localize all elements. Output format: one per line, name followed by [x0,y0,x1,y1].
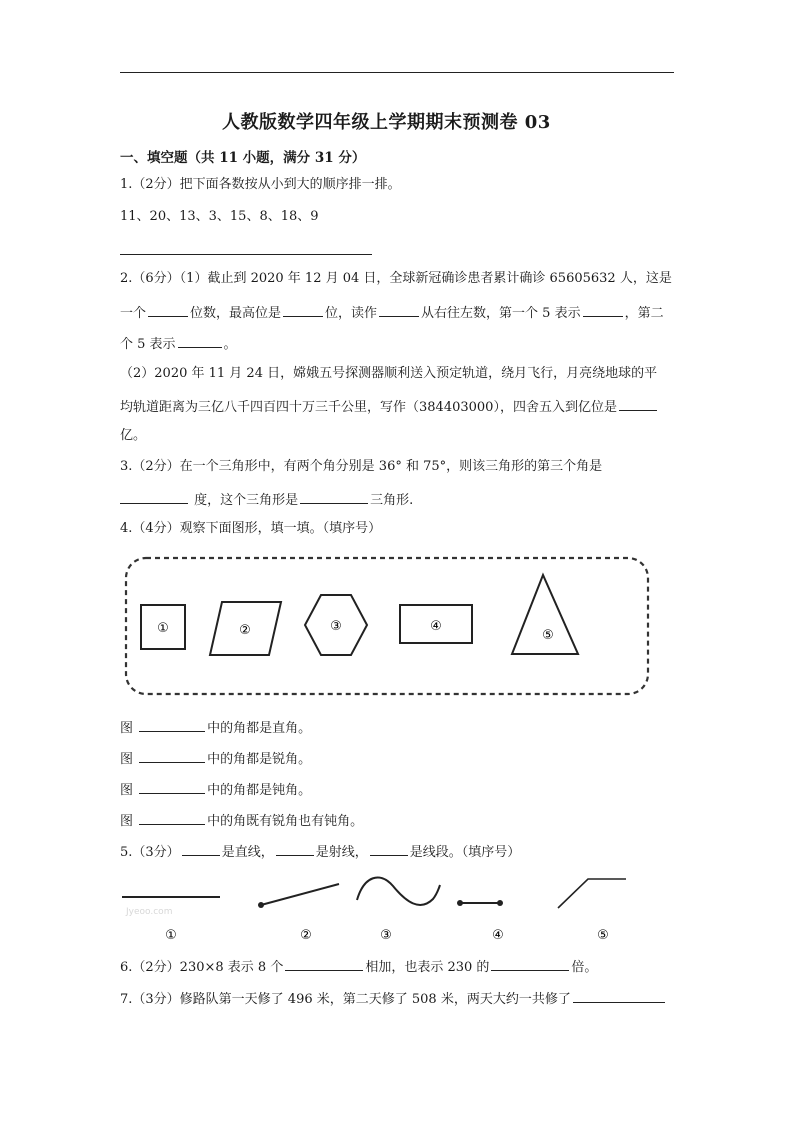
answer-blank[interactable] [139,750,205,763]
question-2-line-1: 2.（6分）（1）截止到 2020 年 12 月 04 日，全球新冠确诊患者累计确诊 65605632 人，这是 [120,271,672,286]
shape-label-4: ④ [430,619,442,634]
line-label-3: ③ [380,928,392,943]
answer-blank[interactable] [491,958,569,971]
line-label-2: ② [300,928,312,943]
ray-figure [261,884,339,905]
shape-label-2: ② [239,623,251,638]
question-1-stem: 1.（2分）把下面各数按从小到大的顺序排一排。 [120,177,401,192]
line-label-4: ④ [492,928,504,943]
shapes-figure [118,552,656,700]
answer-blank[interactable] [139,781,205,794]
shape-label-3: ③ [330,619,342,634]
header-rule [120,72,674,73]
question-5-stem: 5.（3分） 是直线， 是射线， 是线段。（填序号） [120,845,521,860]
shape-label-5: ⑤ [542,628,554,643]
question-4-row-2: 图 中的角都是锐角。 [120,752,312,767]
line-label-1: ① [165,928,177,943]
question-3-line-1: 3.（2分）在一个三角形中，有两个角分别是 36° 和 75°，则该三角形的第三个角是 [120,459,603,474]
question-2-line-6: 亿。 [120,428,147,443]
answer-blank[interactable] [619,398,657,411]
answer-blank[interactable] [139,812,205,825]
curve-figure [357,878,440,905]
question-7: 7.（3分）修路队第一天修了 496 米，第二天修了 508 米，两天大约一共修了 [120,990,667,1006]
bent-line-figure [558,879,626,908]
answer-blank[interactable] [300,491,368,504]
answer-blank[interactable] [573,990,665,1003]
question-4-row-3: 图 中的角都是钝角。 [120,783,312,798]
page-title: 人教版数学四年级上学期期末预测卷 03 [222,112,551,133]
segment-endpoint-left [457,900,463,906]
question-2-line-3: 个 5 表示 。 [120,337,237,352]
answer-blank[interactable] [120,491,188,504]
answer-blank[interactable] [148,304,188,317]
answer-blank[interactable] [583,304,623,317]
question-1-numbers: 11、20、13、3、15、8、18、9 [120,209,319,224]
ray-endpoint [258,902,264,908]
answer-blank[interactable] [285,958,363,971]
answer-blank[interactable] [283,304,323,317]
question-4-stem: 4.（4分）观察下面图形，填一填。（填序号） [120,521,382,536]
question-2-line-4: （2）2020 年 11 月 24 日，嫦娥五号探测器顺利送入预定轨道，绕月飞行，月亮绕地球的平 [120,366,658,381]
dashed-frame [126,558,648,694]
question-4-row-1: 图 中的角都是直角。 [120,721,312,736]
lines-figure [118,866,638,946]
question-2-line-2: 一个 位数，最高位是 位，读作 从右往左数，第一个 5 表示 ，第二 [120,306,664,321]
answer-blank[interactable] [178,335,222,348]
question-2-line-5: 均轨道距离为三亿八千四百四十万三千公里，写作（384403000），四舍五入到亿位是 [120,398,659,414]
answer-blank[interactable] [139,719,205,732]
line-label-5: ⑤ [597,928,609,943]
answer-blank[interactable] [182,843,220,856]
segment-endpoint-right [497,900,503,906]
answer-blank[interactable] [276,843,314,856]
question-4-row-4: 图 中的角既有锐角也有钝角。 [120,814,364,829]
watermark-text: Jyeoo.com [126,907,173,917]
shape-label-1: ① [157,621,169,636]
question-6: 6.（2分）230×8 表示 8 个 相加，也表示 230 的 倍。 [120,960,598,975]
section-heading: 一、填空题（共 11 小题，满分 31 分） [120,150,366,166]
answer-blank[interactable] [379,304,419,317]
answer-blank[interactable] [370,843,408,856]
question-1-answer-line [120,254,372,255]
question-3-line-2: 度，这个三角形是 三角形. [120,491,413,507]
